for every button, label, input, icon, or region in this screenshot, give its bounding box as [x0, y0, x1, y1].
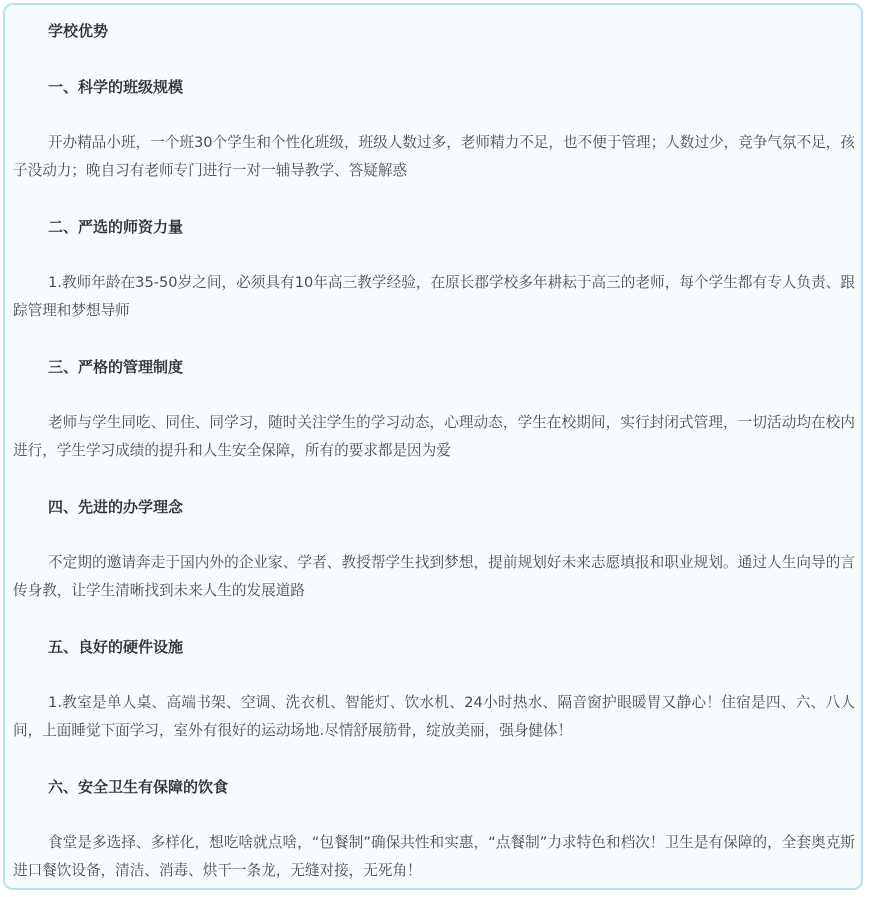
section-heading: 五、良好的硬件设施 — [48, 638, 184, 656]
section-body: 1.教室是单人桌、高端书架、空调、洗衣机、智能灯、饮水机、24小时热水、隔音窗护眼暖胃又静心！住宿是四、六、八人间，上面睡觉下面学习，室外有很好的运动场地.尽情舒展筋骨，绽放美丽，强身健体！ — [13, 694, 855, 739]
section-philosophy — [13, 493, 855, 633]
section-heading: 二、严选的师资力量 — [48, 218, 184, 236]
spacer — [13, 521, 855, 549]
spacer — [13, 241, 855, 269]
section-heading: 六、安全卫生有保障的饮食 — [48, 778, 229, 796]
section-body: 不定期的邀请奔走于国内外的企业家、学者、教授帮学生找到梦想，提前规划好未来志愿填报和职业规划。通过人生向导的言传身教，让学生清晰找到未来人生的发展道路 — [13, 554, 855, 599]
section-body: 食堂是多选择、多样化，想吃啥就点啥，“包餐制”确保共性和实惠，“点餐制”力求特色和档次！卫生是有保障的，全套奥克斯进口餐饮设备，清洁、消毒、烘干一条龙，无缝对接，无死角！ — [13, 834, 855, 879]
spacer — [13, 45, 855, 73]
spacer — [13, 185, 855, 213]
spacer — [13, 661, 855, 689]
section-class-size — [13, 73, 855, 213]
spacer — [13, 465, 855, 493]
spacer — [13, 745, 855, 773]
spacer — [13, 605, 855, 633]
spacer — [13, 101, 855, 129]
section-heading: 三、严格的管理制度 — [48, 358, 184, 376]
section-body: 开办精品小班，一个班30个学生和个性化班级，班级人数过多，老师精力不足，也不便于管理；人数过少，竞争气氛不足，孩子没动力；晚自习有老师专门进行一对一辅导教学、答疑解惑 — [13, 134, 855, 179]
section-teachers — [13, 213, 855, 353]
section-body: 1.教师年龄在35-50岁之间，必须具有10年高三教学经验，在原长郡学校多年耕耘于高三的老师，每个学生都有专人负责、跟踪管理和梦想导师 — [13, 274, 855, 319]
article-content — [13, 17, 855, 885]
spacer — [13, 325, 855, 353]
section-facilities — [13, 633, 855, 773]
section-heading: 一、科学的班级规模 — [48, 78, 184, 96]
spacer — [13, 381, 855, 409]
spacer — [13, 801, 855, 829]
section-heading: 四、先进的办学理念 — [48, 498, 184, 516]
section-body: 老师与学生同吃、同住、同学习，随时关注学生的学习动态，心理动态，学生在校期间，实行封闭式管理，一切活动均在校内进行，学生学习成绩的提升和人生安全保障，所有的要求都是因为爱 — [13, 414, 855, 459]
page-title: 学校优势 — [48, 22, 109, 40]
section-food — [13, 773, 855, 885]
section-management — [13, 353, 855, 493]
